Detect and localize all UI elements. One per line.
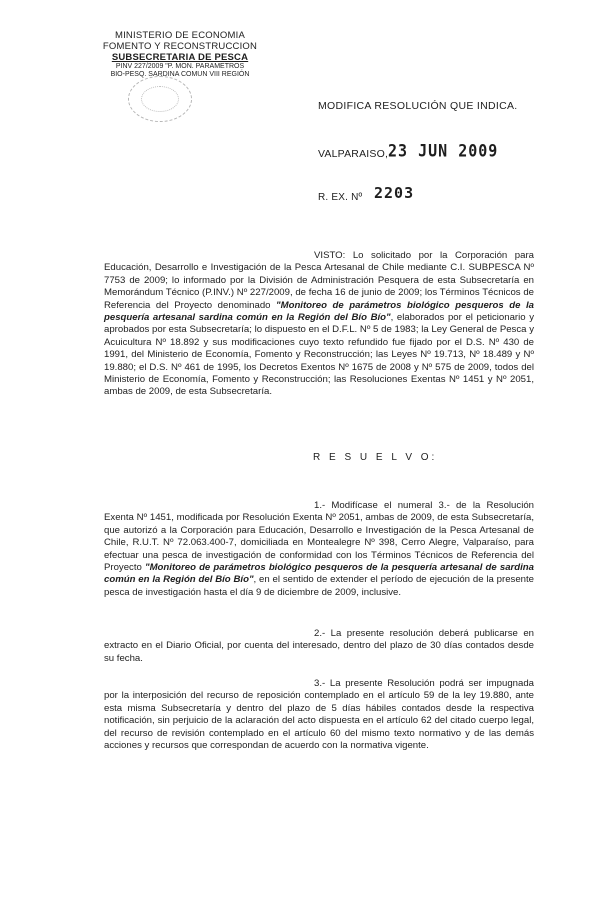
resolution-label: R. EX. Nº xyxy=(318,192,363,203)
resolution-point-1 xyxy=(104,500,534,599)
point1-text-after: , en el sentido de extender el período de ejecución de la presente pesca de investigación hasta el día 9 de diciembre de 2009, inclusive. xyxy=(104,574,535,598)
visto-text-after: , elaborados por el peticionario y aprobados por esta Subsecretaría; lo dispuesto en el D.F.L. Nº 5 de 1983; la Ley General de Pesca y Acuicultura Nº 18.892 y sus modificaciones cuyo texto refundido fue fijado por el D.S. Nº 430 de 1991, del Ministerio de Economía, Fomento y Reconstrucción; las Leyes Nº 19.713, Nº 18.489 y Nº 19.880; el D.S. Nº 461 de 1995, los Decretos Exentos Nº 1675 de 2008 y Nº 575 de 2009, todos del Ministerio de Economía, Fomento y Reconstrucción; las Resoluciones Exentas Nº 1451 y Nº 2051, ambas de 2009, de esta Subsecretaría. xyxy=(104,312,534,398)
reference-line2: BIO-PESQ. SARDINA COMUN VIII REGIÓN xyxy=(110,71,250,78)
official-seal-stamp xyxy=(128,76,192,122)
ministry-name-line2: FOMENTO Y RECONSTRUCCION xyxy=(102,41,258,52)
visto-project-title: "Monitoreo de parámetros biológico pesqueros de la pesquería artesanal sardina común en la Región del Bío Bío" xyxy=(104,299,535,324)
visto-paragraph xyxy=(104,250,534,399)
resolution-point-3: 3.- La presente Resolución podrá ser impugnada por la interposición del recurso de reposición contemplado en el artículo 59 de la ley 19.880, ante esta misma Subsecretaría y dentro del plazo de 5 días hábiles contados desde la respectiva notificación, sin perjuicio de la aclaración del acto dispuesta en el artículo 62 del citado cuerpo legal, del recurso de revisión contemplado en el artículo 60 del mismo texto normativo y de las demás acciones y recursos que correspondan de acuerdo con la normativa vigente. xyxy=(104,678,534,752)
subsecretaria-name: SUBSECRETARIA DE PESCA xyxy=(111,52,249,63)
point1-project-title: "Monitoreo de parámetros biológico pesqueros de la pesquería artesanal de sardina común en la Región del Bío Bío" xyxy=(104,562,534,586)
reference-line1: PINV 227/2009 "P. MON. PARAMETROS xyxy=(115,63,245,70)
letterhead xyxy=(80,30,280,79)
document-subject: MODIFICA RESOLUCIÓN QUE INDICA. xyxy=(318,100,518,112)
resolution-number: 2203 xyxy=(374,184,415,202)
date-stamp: 23 JUN 2009 xyxy=(388,141,499,161)
visto-text-before: VISTO: Lo solicitado por la Corporación para Educación, Desarrollo e Investigación de la Pesca Artesanal de Chile mediante C.I. SUBPESCA Nº 7753 de 2009; lo informado por la División de Administración Pesquera de esta Subsecretaría en Memorándum Técnico (P.INV.) Nº 227/2009, de fecha 16 de junio de 2009; los Términos Técnicos de Referencia del Proyecto denominado xyxy=(104,250,534,311)
place-label: VALPARAISO, xyxy=(318,148,389,160)
ministry-name-line1: MINISTERIO DE ECONOMIA xyxy=(114,30,246,41)
point1-text-before: 1.- Modifícase el numeral 3.- de la Resolución Exenta Nº 1451, modificada por Resolución Exenta Nº 2051, ambas de 2009, de esta Subsecretaría, que autorizó a la Corporación para Educación, Desarrollo e Investigación de la Pesca Artesanal de Chile, R.U.T. Nº 72.063.400-7, domiciliada en Montealegre Nº 398, Cerro Alegre, Valparaíso, para efectuar una pesca de investigación de conformidad con los Términos Técnicos de Referencia del Proyecto xyxy=(104,500,534,574)
resolution-point-2: 2.- La presente resolución deberá publicarse en extracto en el Diario Oficial, por cuenta del interesado, dentro del plazo de 30 días contados desde su fecha. xyxy=(104,628,534,664)
resuelvo-heading: R E S U E L V O: xyxy=(313,452,438,463)
